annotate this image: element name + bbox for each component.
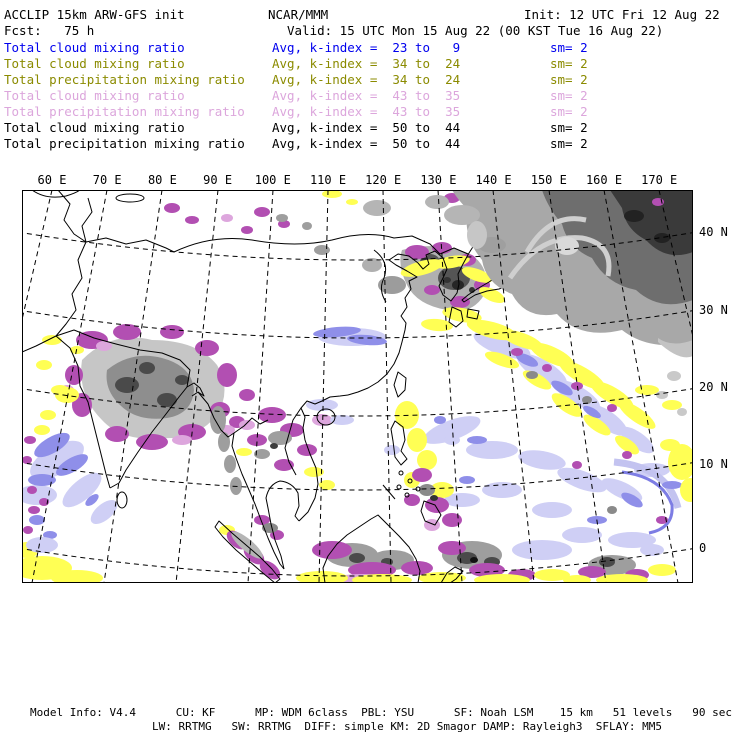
legend-smoothing: sm= 2 <box>550 104 588 119</box>
legend-field-label: Total cloud mixing ratio <box>4 40 185 55</box>
legend-kindex-stat: Avg, k-index = 34 to 24 <box>272 72 461 87</box>
legend-row <box>4 88 736 104</box>
lon-label: 60 E <box>37 173 67 187</box>
legend-kindex-stat: Avg, k-index = 23 to 9 <box>272 40 461 55</box>
legend-field-label: Total cloud mixing ratio <box>4 56 185 71</box>
legend-smoothing: sm= 2 <box>550 88 588 103</box>
legend-kindex-stat: Avg, k-index = 34 to 24 <box>272 56 461 71</box>
legend-kindex-stat: Avg, k-index = 50 to 44 <box>272 136 461 151</box>
legend-kindex-stat: Avg, k-index = 43 to 35 <box>272 88 461 103</box>
lon-label: 130 E <box>420 173 457 187</box>
legend-smoothing: sm= 2 <box>550 72 588 87</box>
legend-field-label: Total precipitation mixing ratio <box>4 72 245 87</box>
legend-smoothing: sm= 2 <box>550 120 588 135</box>
lon-label: 150 E <box>530 173 567 187</box>
product-title: ACCLIP 15km ARW-GFS init <box>4 7 185 22</box>
lon-label: 90 E <box>203 173 233 187</box>
legend-field-label: Total precipitation mixing ratio <box>4 104 245 119</box>
legend-kindex-stat: Avg, k-index = 43 to 35 <box>272 104 461 119</box>
lon-label: 120 E <box>365 173 402 187</box>
lon-label: 100 E <box>254 173 291 187</box>
legend-smoothing: sm= 2 <box>550 56 588 71</box>
legend-field-label: Total cloud mixing ratio <box>4 120 185 135</box>
legend-row <box>4 40 736 56</box>
lat-label: 0 <box>699 541 707 555</box>
lon-label: 140 E <box>475 173 512 187</box>
lon-label: 160 E <box>585 173 623 187</box>
lat-label: 40 N <box>699 225 728 239</box>
lon-label: 170 E <box>641 173 678 187</box>
center-name: NCAR/MMM <box>268 7 329 22</box>
legend-smoothing: sm= 2 <box>550 40 588 55</box>
forecast-hour: Fcst: 75 h <box>4 23 95 38</box>
lat-label: 10 N <box>699 457 728 471</box>
model-info-line2: LW: RRTMG SW: RRTMG DIFF: simple KM: 2D Smagor DAMP: Rayleigh3 SFLAY: MM5 <box>152 720 662 733</box>
ne-cloud-mass <box>363 190 693 416</box>
valid-time: Valid: 15 UTC Mon 15 Aug 22 (00 KST Tue 16 Aug 22) <box>287 23 664 38</box>
model-info-line1: Model Info: V4.4 CU: KF MP: WDM 6class PBL: YSU SF: Noah LSM 15 km 51 levels 90 sec <box>30 706 732 719</box>
legend-row <box>4 136 736 152</box>
lat-label: 20 N <box>699 380 728 394</box>
lon-label: 70 E <box>92 173 122 187</box>
legend-row <box>4 120 736 136</box>
lat-label: 30 N <box>699 303 728 317</box>
init-time: Init: 12 UTC Fri 12 Aug 22 <box>524 7 720 22</box>
legend-smoothing: sm= 2 <box>550 136 588 151</box>
legend-row <box>4 104 736 120</box>
legend-row <box>4 56 736 72</box>
legend-row <box>4 72 736 88</box>
legend-field-label: Total cloud mixing ratio <box>4 88 185 103</box>
field-legend <box>4 40 736 152</box>
legend-kindex-stat: Avg, k-index = 50 to 44 <box>272 120 461 135</box>
legend-field-label: Total precipitation mixing ratio <box>4 136 245 151</box>
map-plot-svg <box>22 190 693 583</box>
lon-label: 80 E <box>147 173 177 187</box>
longitude-axis <box>22 173 693 187</box>
lon-label: 110 E <box>309 173 347 187</box>
